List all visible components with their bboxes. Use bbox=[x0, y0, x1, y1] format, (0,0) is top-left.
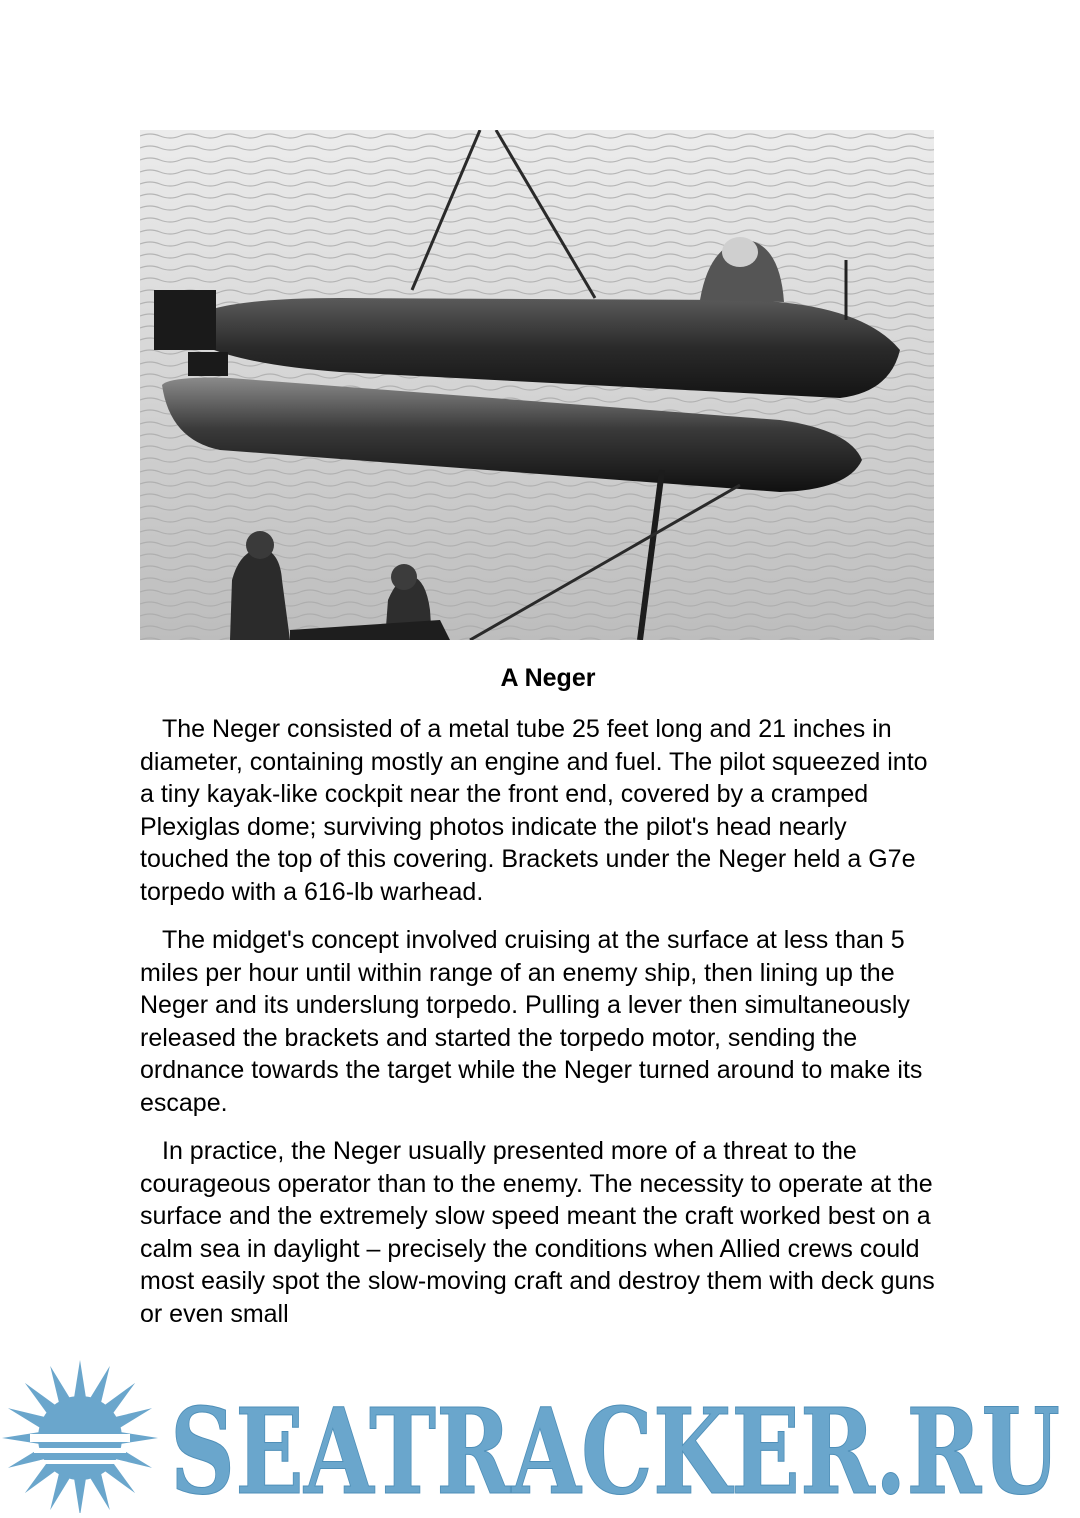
paragraph: The midget's concept involved cruising at the surface at less than 5 miles per hour until within range of an enemy ship, then lining up the Neger and its underslung torpedo. Pulling a lever then simultaneously released the brackets and started the torpedo motor, sending the ordnance towards the target while the Neger turned around to make its escape. bbox=[140, 926, 923, 1117]
article-body bbox=[140, 713, 940, 1330]
figure-caption: A Neger bbox=[500, 664, 596, 692]
paragraph: In practice, the Neger usually presented more of a threat to the courageous operator than to the enemy. The necessity to operate at the surface and the extremely slow speed meant the craft worked best on a calm sea in daylight – precisely the conditions when Allied crews could most easily spot the slow-moving craft and destroy them with deck guns or even small bbox=[140, 1137, 935, 1328]
seatracker-watermark bbox=[0, 1358, 1080, 1513]
watermark-text: SEATRACKER.RU bbox=[170, 1382, 1060, 1513]
paragraph: The Neger consisted of a metal tube 25 feet long and 21 inches in diameter, containing mostly an engine and fuel. The pilot squeezed into a tiny kayak-like cockpit near the front end, covered by a cramped Plexiglas dome; surviving photos indicate the pilot's head nearly touched the top of this covering. Brackets under the Neger held a G7e torpedo with a 616-lb warhead. bbox=[140, 715, 928, 906]
sun-icon bbox=[2, 1360, 158, 1513]
neger-photo bbox=[140, 130, 934, 640]
neger-photo-illustration bbox=[140, 130, 934, 640]
watermark-svg bbox=[0, 1358, 1080, 1513]
